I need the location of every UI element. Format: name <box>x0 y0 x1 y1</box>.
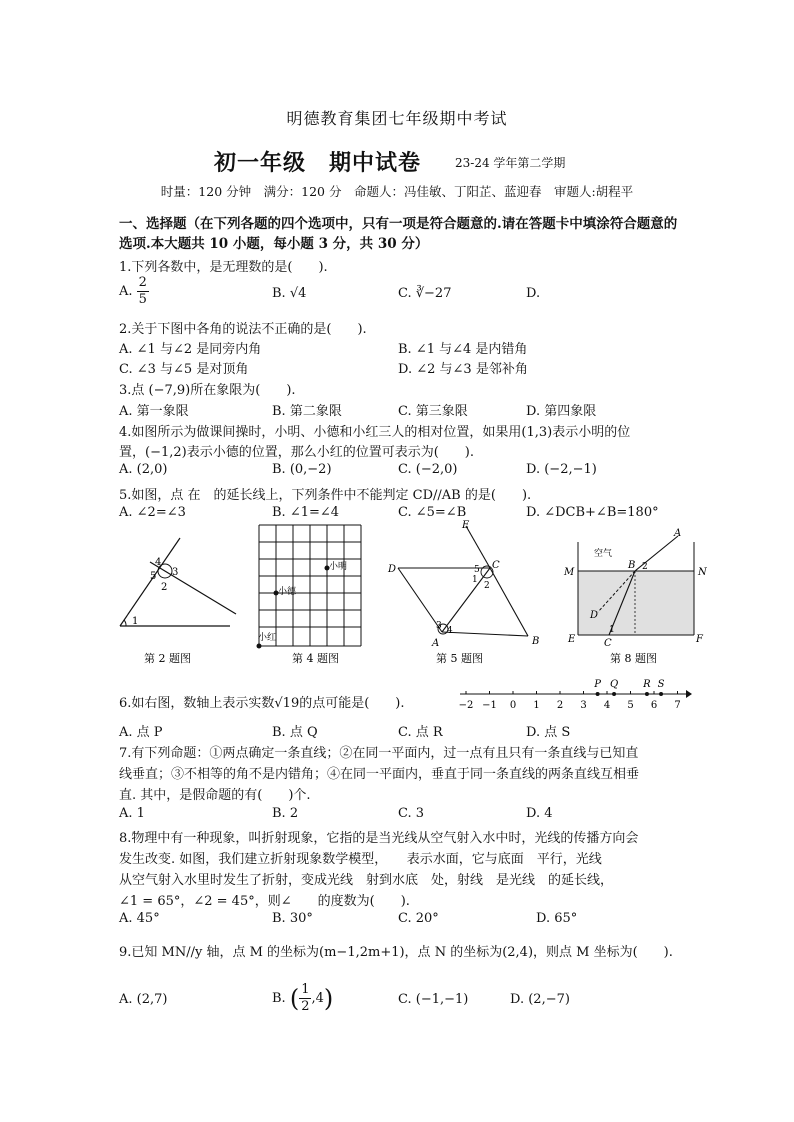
q3-option-b: B. 第二象限 <box>272 404 342 419</box>
number-line-tick-label: 4 <box>603 700 611 711</box>
q7-option-a: A. 1 <box>119 806 145 821</box>
figure-q8-caption: 第 8 题图 <box>610 652 657 665</box>
svg-text:E: E <box>462 520 470 531</box>
fig8-label-air: 空气 <box>594 549 613 559</box>
q4-option-b: B. (0,−2) <box>272 462 332 477</box>
q4-option-a: A. (2,0) <box>119 462 168 477</box>
number-line-point-label: Q <box>609 679 619 690</box>
number-line-tick-label: 5 <box>627 700 634 711</box>
svg-text:C: C <box>492 560 500 571</box>
q8-option-b: B. 30° <box>272 911 313 926</box>
svg-text:2: 2 <box>642 562 648 572</box>
number-line-tick-label: 1 <box>533 700 540 711</box>
q8-option-a: A. 45° <box>119 911 160 926</box>
number-line-point-label: S <box>657 679 665 690</box>
q3-option-c: C. 第三象限 <box>398 404 468 419</box>
q6-option-c: C. 点 R <box>398 725 443 740</box>
q8-line2: 发生改变. 如图，我们建立折射现象数学模型， 表示水面，它与底面 平行，光线 <box>119 852 602 867</box>
figure-q4 <box>254 522 376 668</box>
number-line-point-label: P <box>594 679 601 690</box>
svg-text:N: N <box>698 567 707 578</box>
svg-text:B: B <box>532 636 540 647</box>
q1-stem: 1.下列各数中，是无理数的是( ). <box>119 260 328 275</box>
svg-text:5: 5 <box>474 565 480 575</box>
svg-text:3: 3 <box>436 621 442 631</box>
svg-text:1: 1 <box>609 625 615 635</box>
q5-option-b: B. ∠1=∠4 <box>272 505 340 520</box>
q9-stem: 9.已知 MN//y 轴，点 M 的坐标为(m−1,2m+1)，点 N 的坐标为(2,4)，则点 M 坐标为( ). <box>119 945 673 960</box>
q9-option-a: A. (2,7) <box>119 992 168 1007</box>
figure-q5-caption: 第 5 题图 <box>436 652 483 665</box>
svg-text:F: F <box>696 634 703 645</box>
figure-q8 <box>560 524 710 668</box>
q3-option-a: A. 第一象限 <box>119 404 189 419</box>
q1-option-d: D. <box>526 286 541 301</box>
fig4-label-xiaoming: 小明 <box>329 562 348 572</box>
number-line-tick-label: 3 <box>580 700 587 711</box>
number-line-tick-label: 2 <box>556 700 564 711</box>
number-line-point <box>659 692 663 696</box>
q5-option-a: A. ∠2=∠3 <box>119 505 186 520</box>
svg-text:A: A <box>432 638 440 649</box>
q7-option-b: B. 2 <box>272 806 299 821</box>
exam-title: 初一年级 期中试卷 <box>214 150 422 176</box>
number-line <box>454 676 694 712</box>
q6-stem: 6.如右图，数轴上表示实数√19的点可能是( ). <box>119 696 405 711</box>
q4-stem-line2: 置，(−1,2)表示小德的位置，那么小红的位置可表示为( ). <box>119 445 474 460</box>
figure-q2 <box>112 528 242 668</box>
q8-option-c: C. 20° <box>398 911 439 926</box>
number-line-tick-label: 0 <box>509 700 517 711</box>
svg-text:3: 3 <box>172 567 179 578</box>
fig4-label-xiaohong: 小红 <box>258 633 277 643</box>
svg-text:M: M <box>564 567 575 578</box>
q8-option-d: D. 65° <box>536 911 578 926</box>
q2-option-d: D. ∠2 与∠3 是邻补角 <box>398 362 528 377</box>
figure-q4-caption: 第 4 题图 <box>292 652 339 665</box>
q5-stem: 5.如图，点 在 的延长线上，下列条件中不能判定 CD//AB 的是( ). <box>119 488 532 503</box>
number-line-tick-label: 6 <box>650 700 658 711</box>
q7-option-c: C. 3 <box>398 806 425 821</box>
svg-text:4: 4 <box>447 626 453 636</box>
q7-line2: 线垂直；③不相等的角不是内错角；④在同一平面内，垂直于同一条直线的两条直线互相垂 <box>119 767 640 782</box>
q6-option-d: D. 点 S <box>526 725 571 740</box>
school-title: 明德教育集团七年级期中考试 <box>286 109 508 128</box>
svg-text:C: C <box>604 638 612 649</box>
q5-option-c: C. ∠5=∠B <box>398 505 467 520</box>
svg-text:D: D <box>590 610 599 621</box>
q8-line4: ∠1 = 65°，∠2 = 45°，则∠ 的度数为( ). <box>119 894 410 909</box>
exam-term: 23-24 学年第二学期 <box>455 156 566 170</box>
q2-option-c: C. ∠3 与∠5 是对顶角 <box>119 362 249 377</box>
q5-option-d: D. ∠DCB+∠B=180° <box>526 505 659 520</box>
q1-option-a: A. $\frac{2}{5}$ <box>119 275 147 307</box>
q8-line3: 从空气射入水里时发生了折射，变成光线 射到水底 处，射线 是光线 的延长线， <box>119 873 614 888</box>
number-line-tick-label: −1 <box>482 700 497 711</box>
q2-stem: 2.关于下图中各角的说法不正确的是( ). <box>119 322 367 337</box>
fig4-label-xiaode: 小德 <box>278 587 297 597</box>
q3-stem: 3.点 (−7,9)所在象限为( ). <box>119 383 296 398</box>
q6-option-a: A. 点 P <box>119 725 163 740</box>
exam-meta: 时量：120 分钟 满分：120 分 命题人：冯佳敏、丁阳芷、蓝迎春 审题人:胡程平 <box>160 184 634 199</box>
q2-option-a: A. ∠1 与∠2 是同旁内角 <box>119 342 262 357</box>
svg-text:A: A <box>674 528 682 539</box>
q7-option-d: D. 4 <box>526 806 553 821</box>
q3-option-d: D. 第四象限 <box>526 404 597 419</box>
q8-line1: 8.物理中有一种现象，叫折射现象，它指的是当光线从空气射入水中时，光线的传播方向会 <box>119 831 639 846</box>
q1-option-b: B. √4 <box>272 286 307 301</box>
q4-stem-line1: 4.如图所示为做课间操时，小明、小德和小红三人的相对位置，如果用(1,3)表示小明的位 <box>119 425 631 440</box>
q2-option-b: B. ∠1 与∠4 是内错角 <box>398 342 528 357</box>
figure-q2-caption: 第 2 题图 <box>144 652 191 665</box>
q9-option-b: B. ( $\frac{1}{2}$ ,4) <box>272 982 334 1014</box>
svg-text:2: 2 <box>161 582 168 593</box>
q6-option-b: B. 点 Q <box>272 725 318 740</box>
number-line-tick-label: 7 <box>674 700 681 711</box>
svg-text:4: 4 <box>155 557 162 568</box>
figure-q5 <box>386 520 546 668</box>
svg-text:5: 5 <box>150 571 157 582</box>
svg-text:B: B <box>628 560 636 571</box>
q9-option-d: D. (2,−7) <box>510 992 570 1007</box>
svg-text:D: D <box>388 564 397 575</box>
number-line-point <box>596 692 600 696</box>
number-line-point <box>612 692 616 696</box>
q7-line3: 直. 其中，是假命题的有( )个. <box>119 788 311 803</box>
q7-line1: 7.有下列命题：①两点确定一条直线；②在同一平面内，过一点有且只有一条直线与已知直 <box>119 746 639 761</box>
svg-text:2: 2 <box>484 581 490 591</box>
svg-text:1: 1 <box>132 616 139 627</box>
number-line-tick-label: −2 <box>458 700 474 711</box>
q9-option-c: C. (−1,−1) <box>398 992 469 1007</box>
svg-text:E: E <box>568 634 576 645</box>
number-line-point <box>645 692 649 696</box>
number-line-point-label: R <box>643 679 651 690</box>
q4-option-c: C. (−2,0) <box>398 462 458 477</box>
svg-text:1: 1 <box>472 575 478 585</box>
q4-option-d: D. (−2,−1) <box>526 462 597 477</box>
q1-option-c: C. ∛−27 <box>398 286 452 301</box>
section-heading: 一、选择题（在下列各题的四个选项中，只有一项是符合题意的.请在答题卡中填涂符合题意的选项.本大题共 10 小题，每小题 3 分，共 30 分） <box>119 216 678 252</box>
